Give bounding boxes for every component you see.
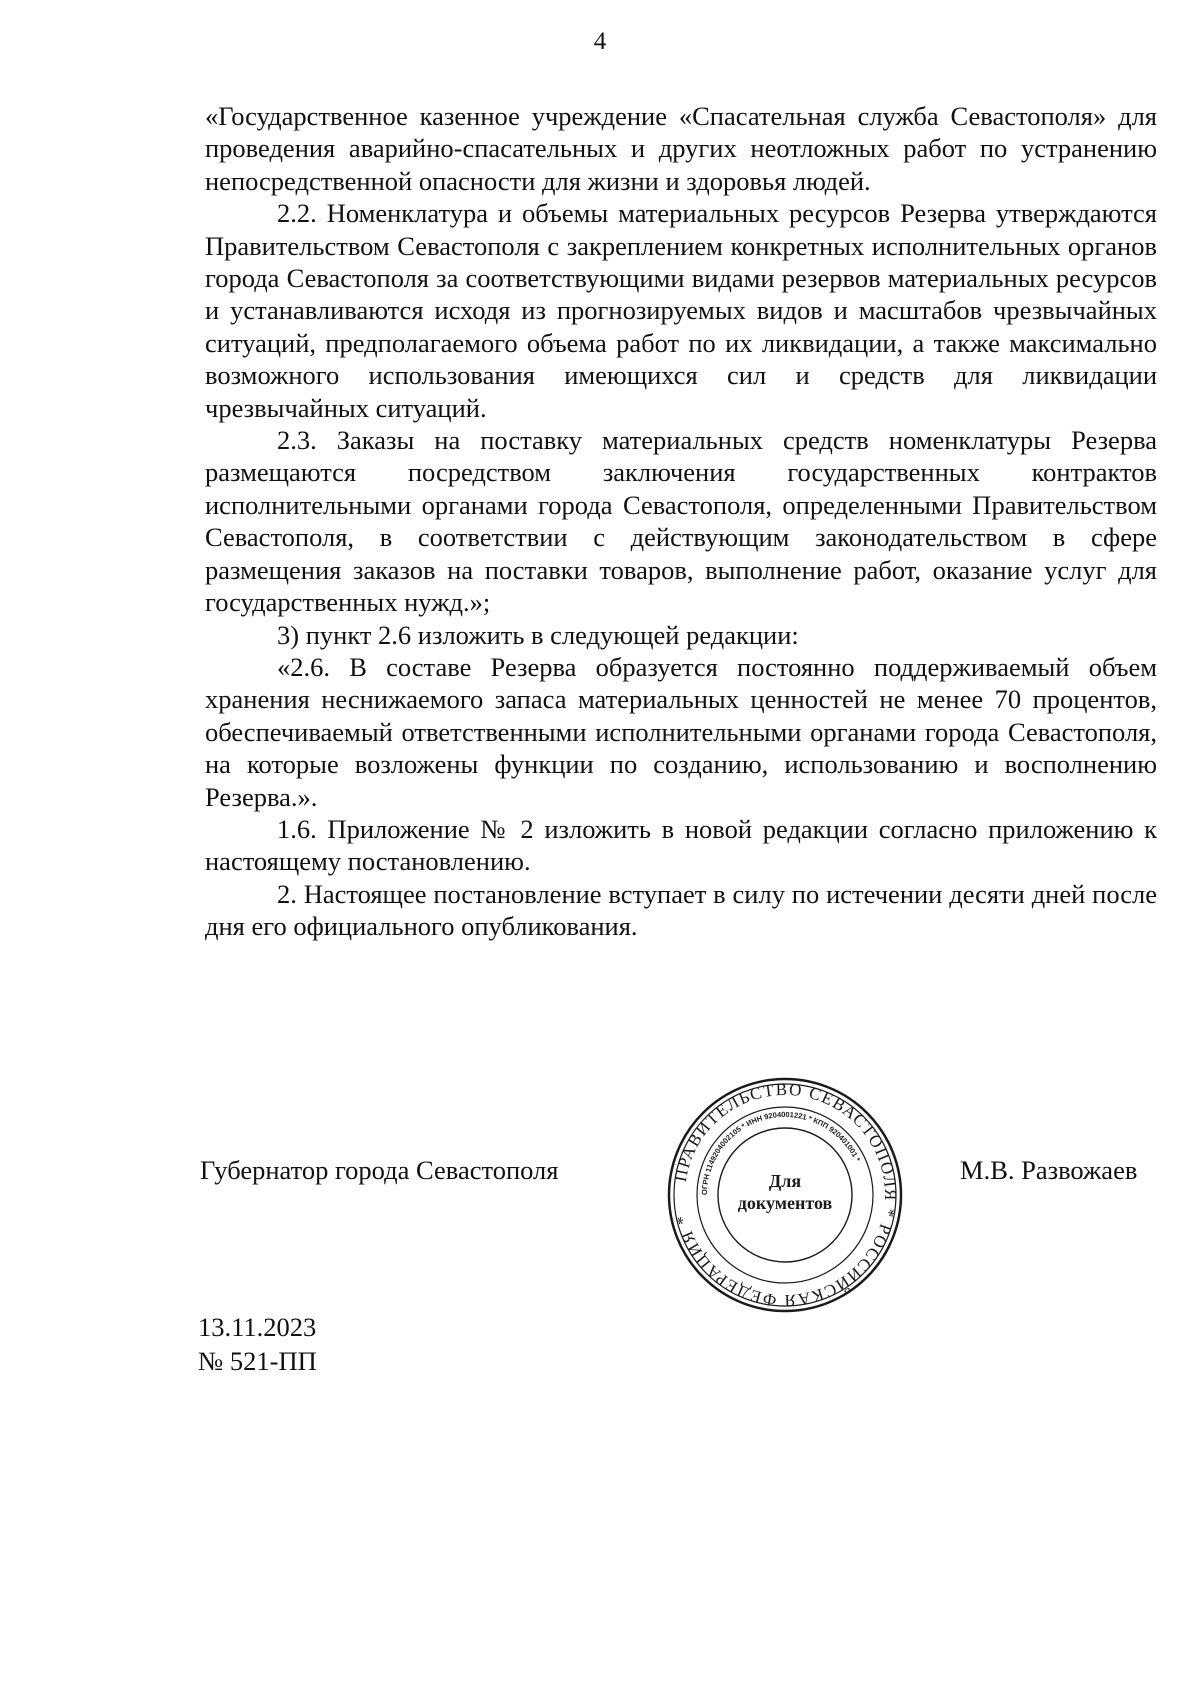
paragraph: 3) пункт 2.6 изложить в следующей редакции: [277,619,799,650]
document-body [205,100,1157,943]
paragraph: 2.3. Заказы на поставку материальных средств номенклатуры Резерва размещаются посредством заключения государственных контрактов исполнительными органами города Севастополя, определенными Правительством Севастополя, в соответствии с действующим законодательством в сфере размещения заказов на поставки товаров, выполнение работ, оказание услуг для государственных нужд.»; [205,425,1157,618]
document-date: 13.11.2023 [198,1312,317,1342]
paragraph: 2. Настоящее постановление вступает в силу по истечении десяти дней после дня его официального опубликования. [205,878,1157,942]
page-number: 4 [593,28,607,55]
seal-center-line1: Для [768,1171,802,1191]
seal-outer-text: ПРАВИТЕЛЬСТВО СЕВАСТОПОЛЯ * РОССИЙСКАЯ ФЕДЕРАЦИЯ * [670,1079,901,1311]
signatory-position: Губернатор города Севастополя [200,1155,559,1185]
paragraph: 1.6. Приложение № 2 изложить в новой редакции согласно приложению к настоящему постановлению. [205,813,1157,877]
paragraph: «Государственное казенное учреждение «Спасательная служба Севастополя» для проведения аварийно-спасательных и других неотложных работ по устранению непосредственной опасности для жизни и здоровья людей. [205,101,1157,196]
paragraph: 2.2. Номенклатура и объемы материальных ресурсов Резерва утверждаются Правительством Севастополя с закреплением конкретных исполнительных органов города Севастополя за соответствующими видами резервов материальных ресурсов и устанавливаются исходя из прогнозируемых видов и масштабов чрезвычайных ситуаций, предполагаемого объема работ по их ликвидации, а также максимально возможного использования имеющихся сил и средств для ликвидации чрезвычайных ситуаций. [205,198,1157,423]
seal-center-line2: документов [737,1193,833,1213]
document-requisites [198,1310,317,1378]
paragraph: «2.6. В составе Резерва образуется постоянно поддерживаемый объем хранения неснижаемого запаса материальных ценностей не менее 70 процентов, обеспечиваемый ответственными исполнительными органами города Севастополя, на которые возложены функции по созданию, использованию и восполнению Резерва.». [205,651,1157,812]
signatory-name: М.В. Развожаев [960,1155,1138,1185]
document-number: № 521-ПП [198,1346,317,1376]
official-seal [665,1075,905,1315]
seal-inner-text: ОГРН 1149204002105 * ИНН 9204001221 * КПП 920401001 * [699,1109,863,1196]
